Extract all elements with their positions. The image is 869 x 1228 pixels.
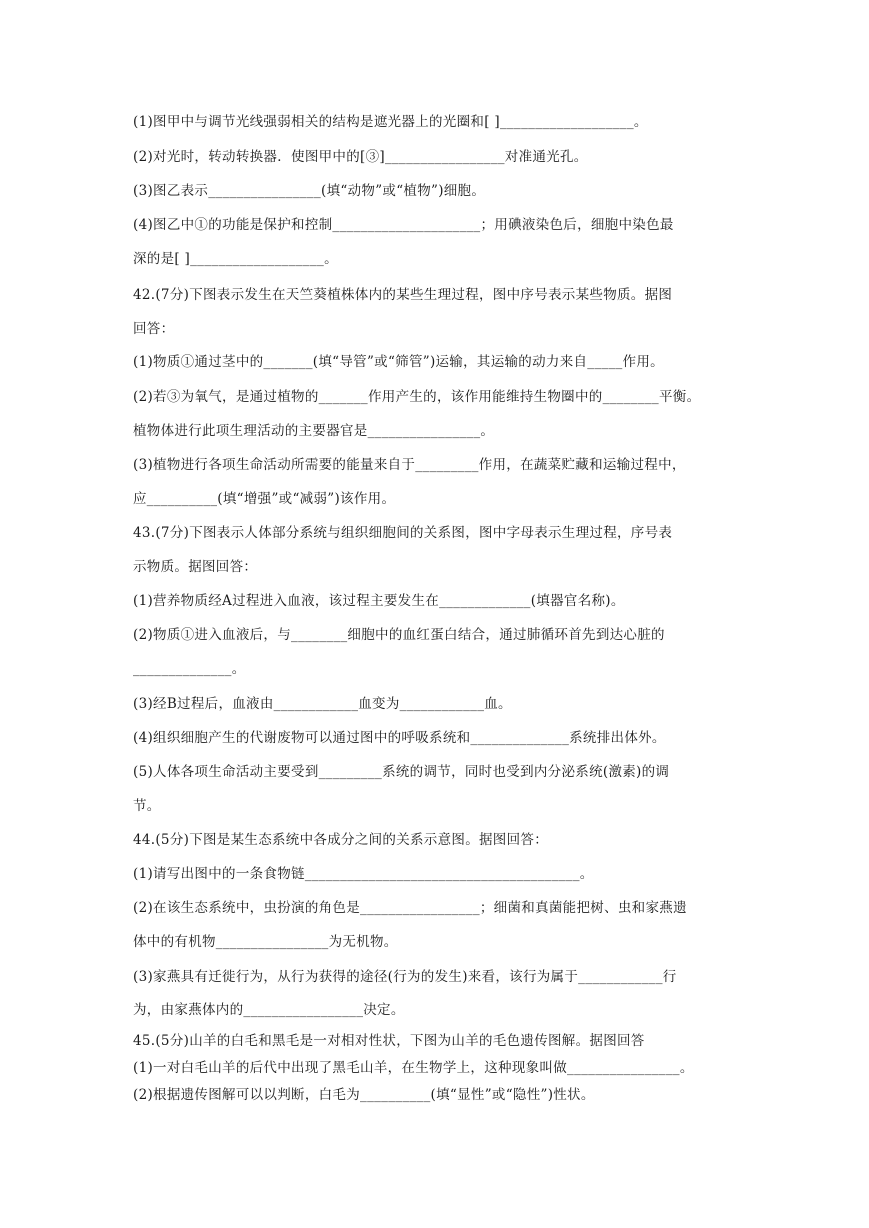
q42-2-text-cont: 植物体进行此项生理活动的主要器官是________________。 [133, 423, 495, 439]
q45-1-text: (1)一对白毛山羊的后代中出现了黑毛山羊，在生物学上，这种现象叫做________________。 [133, 1060, 694, 1076]
q42-1-text: (1)物质①通过茎中的_______(填“导管”或“筛管”)运输，其运输的动力来自_____作用。 [133, 354, 664, 370]
q44-1-text: (1)请写出图中的一条食物链_______________________________________。 [133, 866, 594, 882]
q42-stem: 42.(7分)下图表示发生在天竺葵植株体内的某些生理过程，图中序号表示某些物质。据图 [133, 287, 673, 303]
q43-stem-cont: 示物质。据图回答： [133, 559, 258, 575]
q42-3-text-cont: 应__________(填“增强”或“减弱”)该作用。 [133, 491, 396, 507]
q43-2-text-cont: ______________。 [133, 661, 246, 677]
q41-1-text: (1)图甲中与调节光线强弱相关的结构是遮光器上的光圈和[ ]___________________。 [133, 114, 648, 130]
q41-3-text: (3)图乙表示________________(填“动物”或“植物”)细胞。 [133, 183, 486, 199]
q41-2-text: (2)对光时，转动转换器．使图甲中的[③]_________________对准通光孔。 [133, 149, 588, 165]
q42-2-text: (2)若③为氧气，是通过植物的_______作用产生的，该作用能维持生物圈中的________平衡。 [133, 389, 701, 405]
q42-stem-cont: 回答： [133, 321, 175, 337]
q42-3-text: (3)植物进行各项生命活动所需要的能量来自于_________作用，在蔬菜贮藏和运输过程中， [133, 457, 686, 473]
q44-3-text-cont: 为，由家燕体内的_________________决定。 [133, 1002, 405, 1018]
q43-5-text-cont: 节。 [133, 798, 161, 814]
q43-5-text: (5)人体各项生命活动主要受到_________系统的调节，同时也受到内分泌系统(激素)的调 [133, 764, 670, 780]
q41-4-text: (4)图乙中①的功能是保护和控制_____________________；用碘液染色后，细胞中染色最 [133, 217, 674, 233]
q43-4-text: (4)组织细胞产生的代谢废物可以通过图中的呼吸系统和______________系统排出体外。 [133, 730, 666, 746]
q43-1-text: (1)营养物质经A过程进入血液，该过程主要发生在_____________(填器官名称)。 [133, 593, 625, 609]
q44-3-text: (3)家燕具有迁徙行为，从行为获得的途径(行为的发生)来看，该行为属于____________行 [133, 969, 677, 985]
q44-2-text: (2)在该生态系统中，虫扮演的角色是_________________；细菌和真菌能把树、虫和家燕遗 [133, 900, 687, 916]
q45-2-text: (2)根据遗传图解可以以判断，白毛为__________(填“显性”或“隐性”)性状。 [133, 1087, 595, 1103]
q43-2-text: (2)物质①进入血液后，与________细胞中的血红蛋白结合，通过肺循环首先到达心脏的 [133, 627, 665, 643]
q45-stem: 45.(5分)山羊的白毛和黑毛是一对相对性状，下图为山羊的毛色遗传图解。据图回答 [133, 1033, 645, 1049]
q44-stem: 44.(5分)下图是某生态系统中各成分之间的关系示意图。据图回答： [133, 832, 548, 848]
q43-3-text: (3)经B过程后，血液由____________血变为____________血。 [133, 696, 512, 712]
q41-4-text-cont: 深的是[ ]___________________。 [133, 251, 338, 267]
q43-stem: 43.(7分)下图表示人体部分系统与组织细胞间的关系图，图中字母表示生理过程，序号表 [133, 525, 673, 541]
q44-2-text-cont: 体中的有机物________________为无机物。 [133, 934, 398, 950]
